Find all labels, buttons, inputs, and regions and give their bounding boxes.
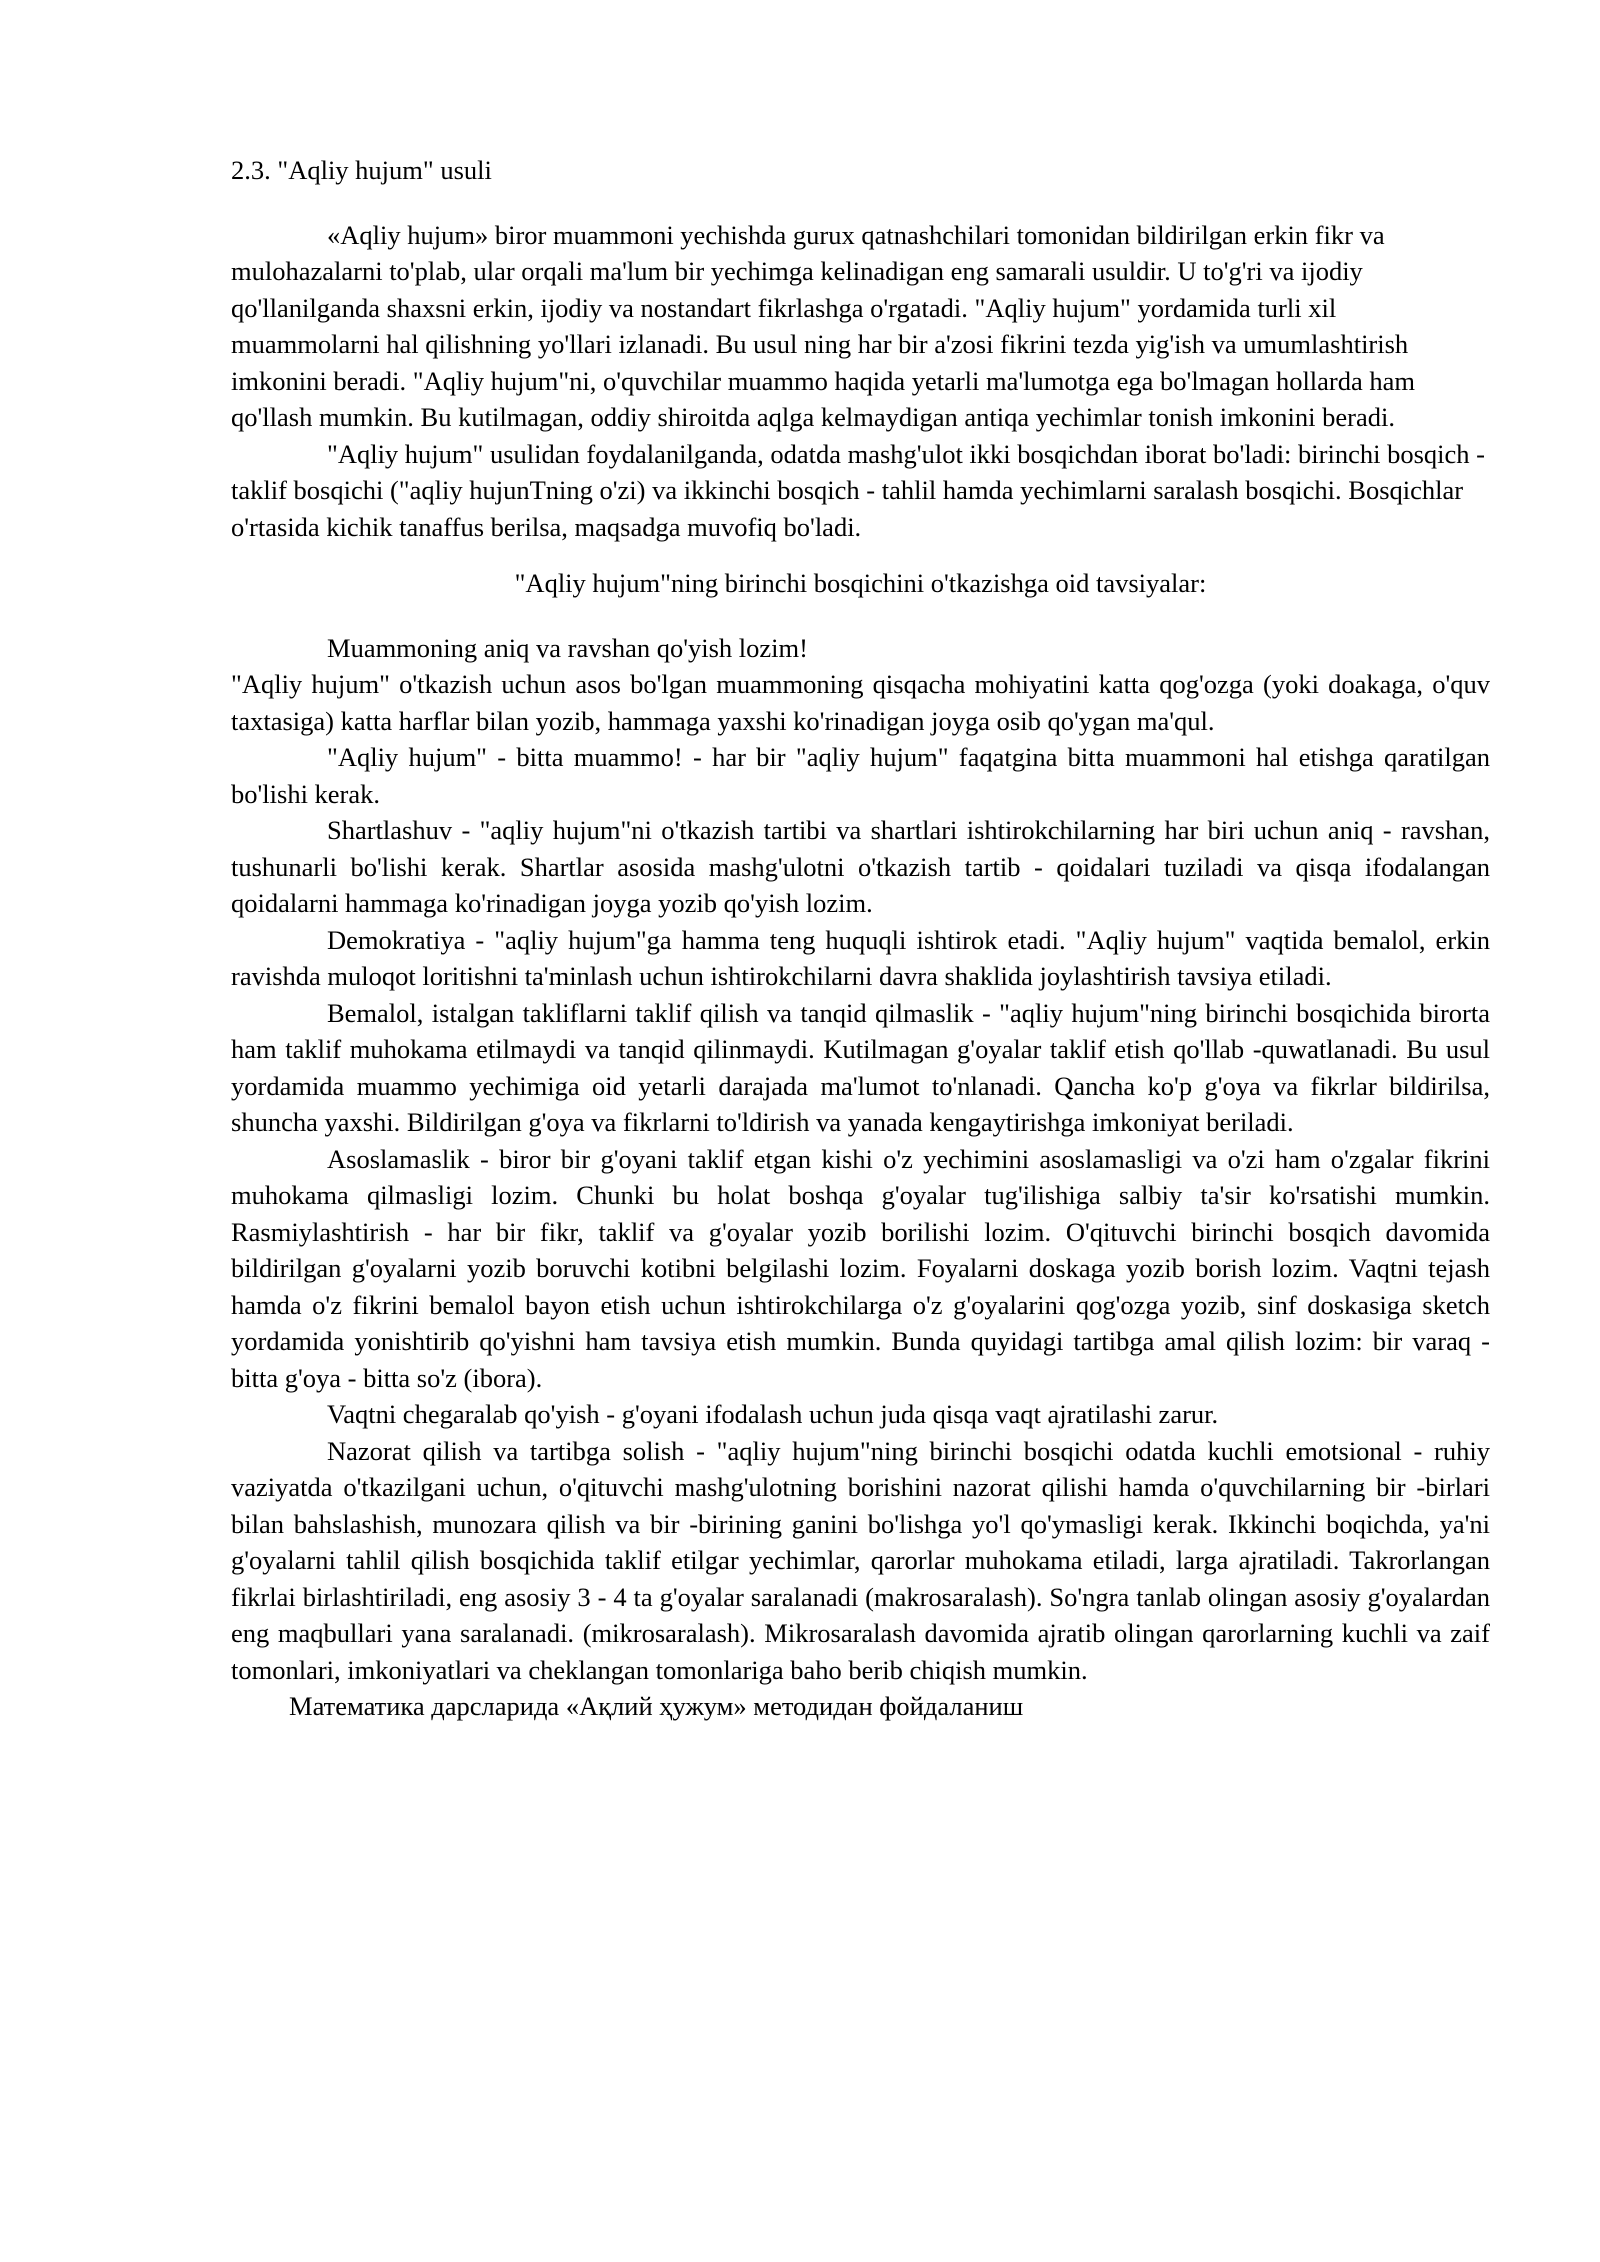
closing-line: Математика дарсларида «Ақлий ҳужум» методидан фойдаланиш <box>289 1691 1024 1721</box>
rule-body: "Aqliy hujum" o'tkazish uchun asos bo'lgan muammoning qisqacha mohiyatini katta qog'ozga (yoki doakaga, o'quv taxtasiga) katta harflar bilan yozib, hammaga yaxshi ko'rinadigan joyga osib qo'ygan ma'qul. <box>231 669 1490 736</box>
rule-paragraph: Vaqtni chegaralab qo'yish - g'oyani ifodalash uchun juda qisqa vaqt ajratilashi zarur. <box>327 1399 1219 1429</box>
document-body <box>231 152 1490 1725</box>
rule-paragraph: "Aqliy hujum" - bitta muammo! - har bir "aqliy hujum" faqatgina bitta muammoni hal etishga qaratilgan bo'lishi kerak. <box>231 742 1490 809</box>
rule-paragraph: Bemalol, istalgan takliflarni taklif qilish va tanqid qilmaslik - "aqliy hujum"ning birinchi bosqichida birorta ham taklif muhokama etilmaydi va tanqid qilinmaydi. Kutilmagan g'oyalar taklif etish qo'llab -quwatlanadi. Bu usul yordamida muammo yechimiga oid yetarli darajada ma'lumot to'nlanadi. Qancha ko'p g'oya va fikrlar bildirilsa, shuncha yaxshi. Bildirilgan g'oya va fikrlarni to'ldirish va yanada kengaytirishga imkoniyat beriladi. <box>231 997 1490 1137</box>
section-title: 2.3. "Aqliy hujum" usuli <box>231 155 492 185</box>
rule-paragraph: Shartlashuv - "aqliy hujum"ni o'tkazish tartibi va shartlari ishtirokchilarning har biri uchun aniq - ravshan, tushunarli bo'lishi kerak. Shartlar asosida mashg'ulotni o'tkazish tartib - qoidalari tuziladi va qisqa ifodalangan qoidalarni hammaga ko'rinadigan joyga yozib qo'yish lozim. <box>231 815 1490 918</box>
rule-paragraph: Demokratiya - "aqliy hujum"ga hamma teng huquqli ishtirok etadi. "Aqliy hujum" vaqtida bemalol, erkin ravishda muloqot loritishni ta'minlash uchun ishtirokchilarni davra shaklida joylashtirish tavsiya etiladi. <box>231 924 1490 991</box>
intro-paragraph: "Aqliy hujum" usulidan foydalanilganda, odatda mashg'ulot ikki bosqichdan iborat bo'ladi: birinchi bosqich - taklif bosqichi ("aqliy hujunTning o'zi) va ikkinchi bosqich - tahlil hamda yechimlarni saralash bosqichi. Bosqichlar o'rtasida kichik tanaffus berilsa, maqsadga muvofiq bo'ladi. <box>231 438 1485 542</box>
rule-paragraph: Asoslamaslik - biror bir g'oyani taklif etgan kishi o'z yechimini asoslamasligi va o'zi ham o'zgalar fikrini muhokama qilmasligi lozim. Chunki bu holat boshqa g'oyalar tug'ilishiga salbiy ta'sir ko'rsatishi mumkin. Rasmiylashtirish - har bir fikr, taklif va g'oyalar yozib borilishi lozim. O'qituvchi birinchi bosqich davomida bildirilgan g'oyalarni yozib boruvchi kotibni belgilashi lozim. Foyalarni doskaga yozib borish lozim. Vaqtni tejash hamda o'z fikrini bemalol bayon etish uchun ishtirokchilarga o'z g'oyalarini qog'ozga yozib, sinf doskasiga sketch yordamida yonishtirib qo'yishni ham tavsiya etish mumkin. Bunda quyidagi tartibga amal qilish lozim: bir varaq - bitta g'oya - bitta so'z (ibora). <box>231 1143 1490 1393</box>
recommendations-heading: "Aqliy hujum"ning birinchi bosqichini o'tkazishga oid tavsiyalar: <box>514 568 1207 598</box>
rule-title: Muammoning aniq va ravshan qo'yish lozim! <box>327 632 808 663</box>
rule-paragraph: Nazorat qilish va tartibga solish - "aqliy hujum"ning birinchi bosqichi odatda kuchli emotsional - ruhiy vaziyatda o'tkazilgani uchun, o'qituvchi mashg'ulotning borishini nazorat qilishi hamda o'quvchilarning bir -birlari bilan bahslashish, munozara qilish va bir -birining ganini bo'lishga yo'l qo'ymasligi kerak. Ikkinchi boqichda, ya'ni g'oyalarni tahlil qilish bosqichida taklif etilgar yechimlar, qarorlar muhokama etiladi, larga ajratiladi. Takrorlangan fikrlai birlashtiriladi, eng asosiy 3 - 4 ta g'oyalar saralanadi (makrosaralash). So'ngra tanlab olingan asosiy g'oyalardan eng maqbullari yana saralanadi. (mikrosaralash). Mikrosaralash davomida ajratib olingan qarorlarning kuchli va zaif tomonlari, imkoniyatlari va cheklangan tomonlariga baho berib chiqish mumkin. <box>231 1435 1490 1685</box>
intro-paragraph: «Aqliy hujum» biror muammoni yechishda gurux qatnashchilari tomonidan bildirilgan erkin fikr va mulohazalarni to'plab, ular orqali ma'lum bir yechimga kelinadigan eng samarali usuldir. U to'g'ri va ijodiy qo'llanilganda shaxsni erkin, ijodiy va nostandart fikrlashga o'rgatadi. "Aqliy hujum" yordamida turli xil muammolarni hal qilishning yo'llari izlanadi. Bu usul ning har bir a'zosi fikrini tezda yig'ish va umumlashtirish imkonini beradi. "Aqliy hujum"ni, o'quvchilar muammo haqida yetarli ma'lumotga ega bo'lmagan hollarda ham qo'llash mumkin. Bu kutilmagan, oddiy shiroitda aqlga kelmaydigan antiqa yechimlar tonish imkonini beradi. <box>231 219 1416 432</box>
